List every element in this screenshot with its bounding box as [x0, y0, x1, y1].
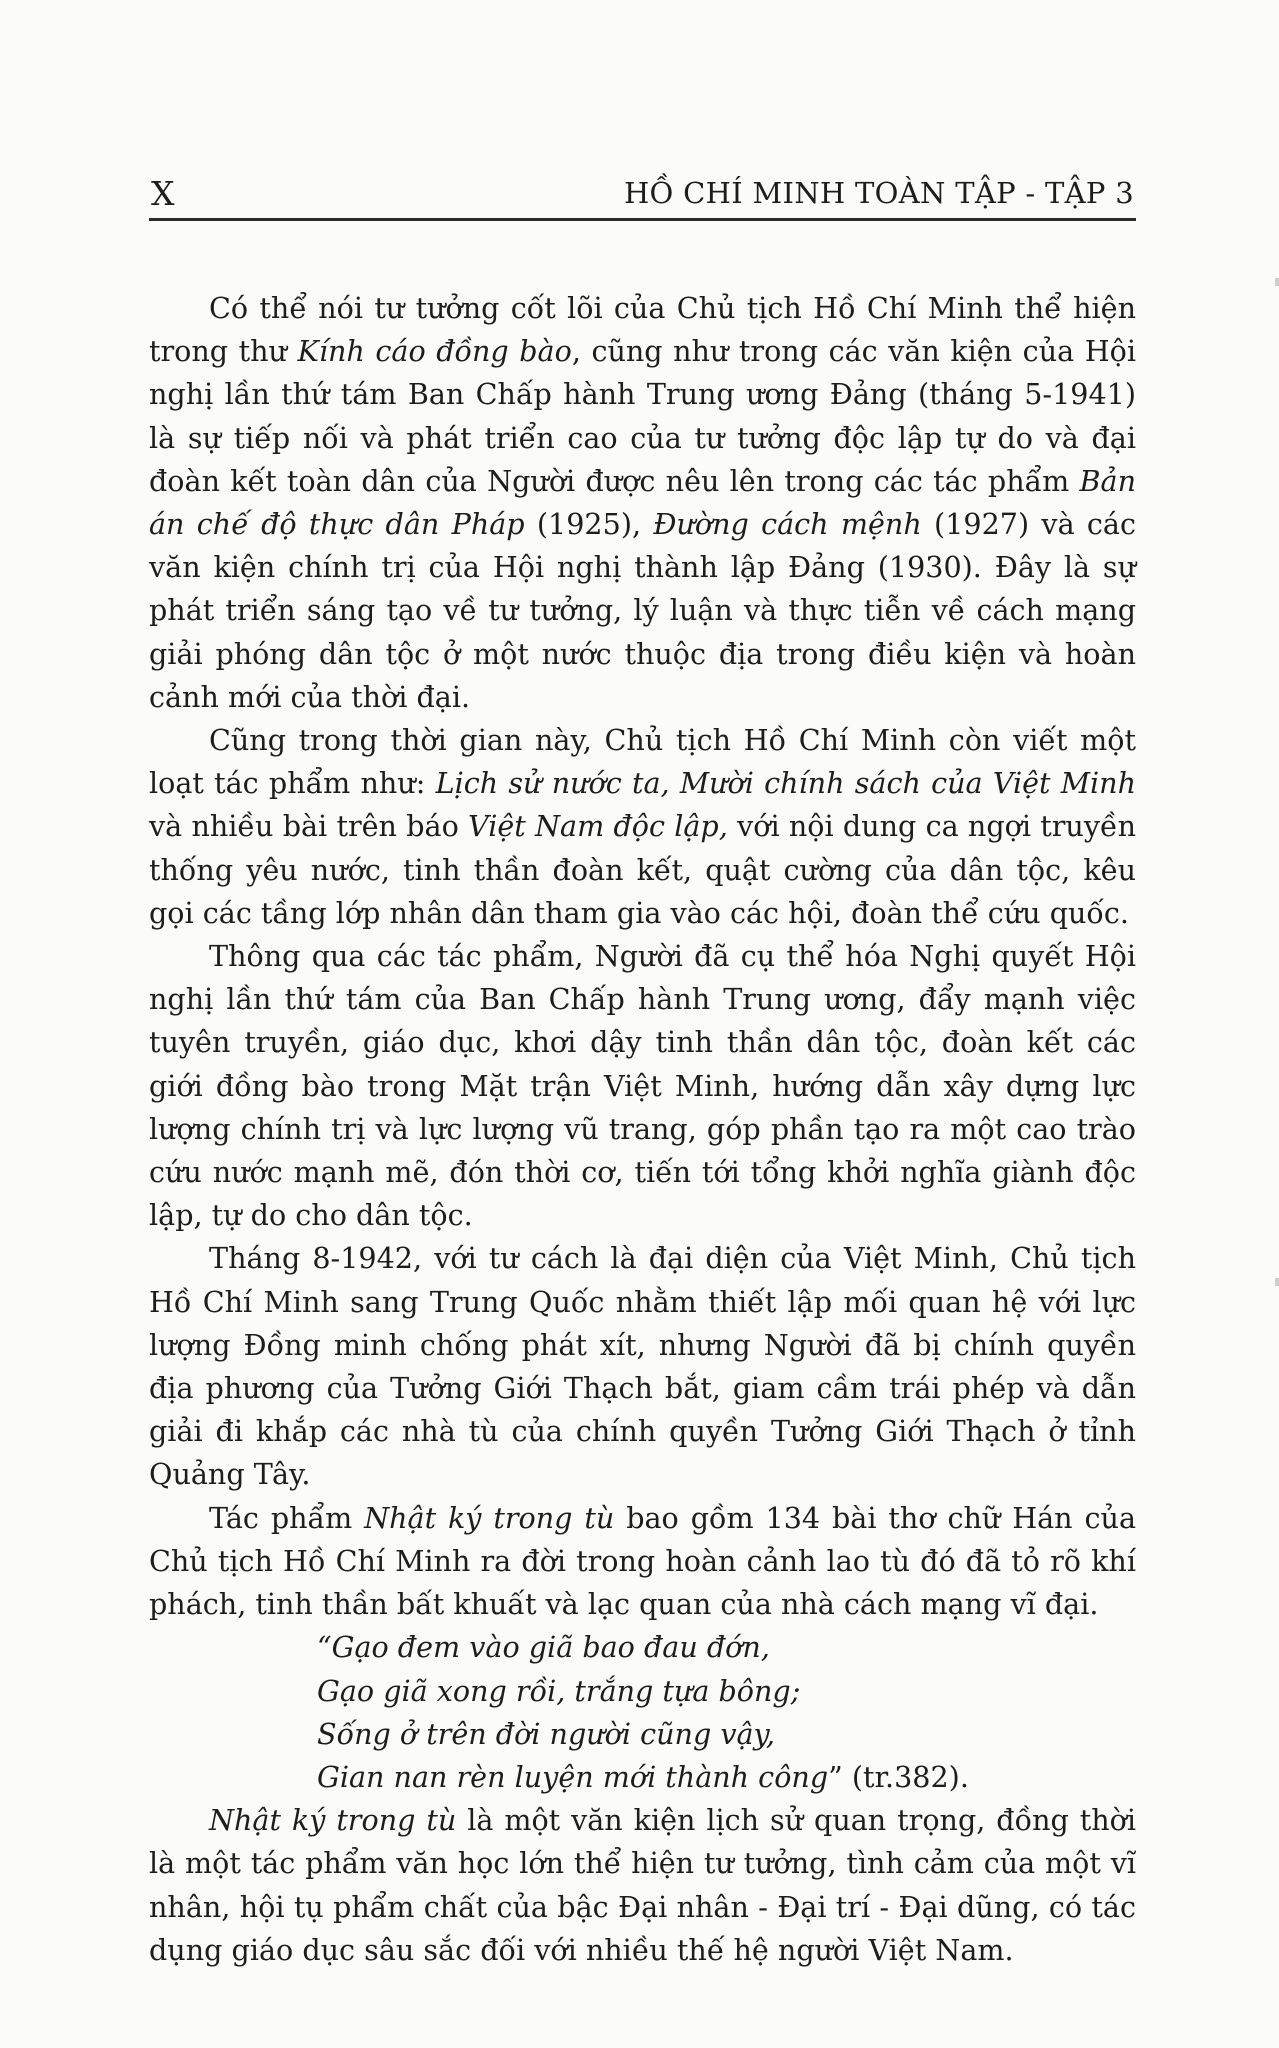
text-run: , cũng như trong các văn kiện của Hội nghị lần thứ tám Ban Chấp hành Trung ương Đảng (tháng 5-1941) là sự tiếp nối và phát triển cao của tư tưởng độc lập tự do và đại đoàn kết toàn dân của Người được nêu lên trong các tác phẩm: [149, 334, 1136, 498]
paragraph: [149, 935, 1136, 1237]
text-run: Tác phẩm: [209, 1500, 365, 1535]
poem-line: Gian nan rèn luyện mới thành công” (tr.382).: [317, 1759, 969, 1794]
poem-line: Gạo giã xong rồi, trắng tựa bông;: [317, 1673, 801, 1708]
poem-line: Sống ở trên đời người cũng vậy,: [317, 1716, 776, 1751]
page-header: [149, 170, 1136, 221]
italic-title: Lịch sử nước ta, Mười chính sách của Việt Minh: [435, 766, 1137, 801]
text-run: (1925),: [524, 507, 654, 542]
italic-title: Nhật ký trong tù: [364, 1500, 615, 1535]
body-text: [149, 287, 1136, 1972]
italic-title: Nhật ký trong tù: [209, 1803, 457, 1838]
text-run: Tháng 8-1942, với tư cách là đại diện của Việt Minh, Chủ tịch Hồ Chí Minh sang Trung Quốc nhằm thiết lập mối quan hệ với lực lượng Đồng minh chống phát xít, nhưng Người đã bị chính quyền địa phương của Tưởng Giới Thạch bắt, giam cầm trái phép và dẫn giải đi khắp các nhà tù của chính quyền Tưởng Giới Thạch ở tỉnh Quảng Tây.: [149, 1241, 1136, 1492]
poem-citation: ” (tr.382).: [828, 1759, 969, 1794]
text-run: bao gồm 134 bài thơ chữ Hán của Chủ tịch Hồ Chí Minh ra đời trong hoàn cảnh lao tù đó đã tỏ rõ khí phách, tinh thần bất khuất và lạc quan của nhà cách mạng vĩ đại.: [149, 1500, 1136, 1622]
poem-line: “Gạo đem vào giã bao đau đớn,: [317, 1630, 770, 1665]
text-run: Thông qua các tác phẩm, Người đã cụ thể hóa Nghị quyết Hội nghị lần thứ tám của Ban Chấp hành Trung ương, đẩy mạnh việc tuyên truyền, giáo dục, khơi dậy tinh thần dân tộc, đoàn kết các giới đồng bào trong Mặt trận Việt Minh, hướng dẫn xây dựng lực lượng chính trị và lực lượng vũ trang, góp phần tạo ra một cao trào cứu nước mạnh mẽ, đón thời cơ, tiến tới tổng khởi nghĩa giành độc lập, tự do cho dân tộc.: [149, 939, 1136, 1233]
closing-paragraph: [149, 1799, 1136, 1972]
text-run: (1927) và các văn kiện chính trị của Hội nghị thành lập Đảng (1930). Đây là sự phát triển sáng tạo về tư tưởng, lý luận và thực tiễn về cách mạng giải phóng dân tộc ở một nước thuộc địa trong điều kiện và hoàn cảnh mới của thời đại.: [149, 507, 1136, 714]
running-title: HỒ CHÍ MINH TOÀN TẬP - TẬP 3: [623, 176, 1134, 210]
paragraph: [149, 1237, 1136, 1496]
scan-edge-mark: [1275, 1278, 1279, 1286]
paragraph: [149, 287, 1136, 719]
poem-quote: [149, 1626, 1136, 1799]
italic-title: Bản án chế độ thực dân Pháp: [149, 463, 1136, 542]
page-number: X: [151, 174, 175, 213]
italic-title: Việt Nam độc lập,: [468, 809, 728, 844]
text-run: Cũng trong thời gian này, Chủ tịch Hồ Chí Minh còn viết một loạt tác phẩm như:: [149, 723, 1136, 801]
paragraph: [149, 719, 1136, 935]
text-run: Có thể nói tư tưởng cốt lõi của Chủ tịch Hồ Chí Minh thể hiện trong thư: [149, 291, 1136, 369]
text-run: và nhiều bài trên báo: [149, 809, 469, 844]
italic-title: Kính cáo đồng bào: [297, 334, 572, 369]
italic-title: Đường cách mệnh: [653, 507, 922, 542]
scan-edge-mark: [1275, 278, 1279, 286]
text-run: với nội dung ca ngợi truyền thống yêu nước, tinh thần đoàn kết, quật cường của dân tộc, kêu gọi các tầng lớp nhân dân tham gia vào các hội, đoàn thể cứu quốc.: [149, 809, 1136, 930]
text-run: là một văn kiện lịch sử quan trọng, đồng thời là một tác phẩm văn học lớn thể hiện tư tưởng, tình cảm của một vĩ nhân, hội tụ phẩm chất của bậc Đại nhân - Đại trí - Đại dũng, có tác dụng giáo dục sâu sắc đối với nhiều thế hệ người Việt Nam.: [149, 1803, 1136, 1967]
paragraph: [149, 1497, 1136, 1627]
